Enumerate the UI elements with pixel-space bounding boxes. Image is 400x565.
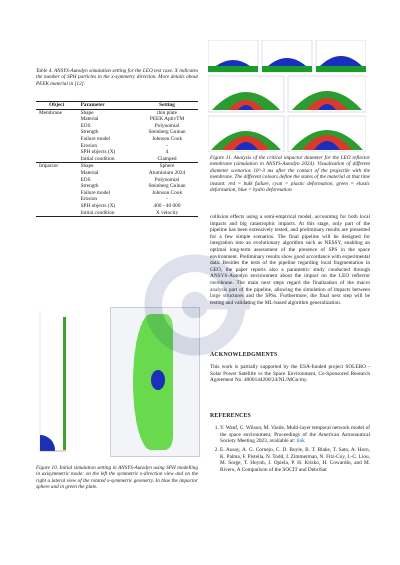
object-cell — [36, 177, 78, 184]
references-list — [210, 425, 370, 476]
table-row — [36, 116, 198, 123]
parameter-cell: Erosion — [80, 142, 98, 149]
panel-4 — [208, 76, 284, 112]
panel-7 — [288, 116, 366, 152]
header-object: Object — [36, 102, 78, 110]
parameter-cell: Material — [80, 116, 99, 123]
panel-5 — [288, 76, 366, 112]
setting-cell: - — [166, 142, 168, 149]
table-row — [36, 136, 198, 143]
table-row — [36, 210, 198, 217]
parameter-cell: Failure model — [80, 135, 111, 142]
object-cell — [36, 136, 78, 143]
panel-1 — [208, 40, 258, 72]
table-row — [36, 170, 198, 177]
reference-item-1 — [220, 425, 370, 445]
table-row — [36, 177, 198, 184]
object-cell — [36, 123, 78, 130]
table-row — [36, 203, 198, 210]
figure11-image — [208, 40, 366, 152]
setting-cell: Johnson Cook — [151, 135, 183, 142]
parameter-cell: SPH objects (X) — [80, 149, 116, 156]
settings-table — [36, 101, 198, 217]
setting-cell: - — [166, 196, 168, 203]
table-row — [36, 163, 198, 170]
reference-1-text: Y. Wanf, C. Wilson, M. Vasile, Multi-layer temporal network model of the space environment, Proceedings of the American Astronautical Society Meeting 2023, available at: — [220, 425, 370, 445]
panel-2 — [262, 40, 312, 72]
figure10-image — [36, 307, 198, 455]
parameter-cell: Strength — [80, 183, 99, 190]
object-cell — [36, 129, 78, 136]
parameter-cell: Strength — [80, 129, 99, 136]
figure10-left-panel — [36, 307, 108, 455]
figure10-caption: Figure 10. Initial simulation setting in ANSYS-Autodyn using SPH modelling in axisymmetric mode: on the left the symmetric x-direction view and on the right a lateral view of the rotated x-symmetric geometry. In blue the impactor sphere and in green the plate. — [36, 465, 198, 491]
table-row — [36, 190, 198, 197]
setting-cell: Polynomial — [154, 176, 180, 183]
object-cell — [36, 203, 78, 210]
table-header-row — [36, 102, 198, 110]
parameter-cell: Shape — [78, 109, 136, 116]
table-row — [36, 109, 198, 116]
table4-caption: Table 4. ANSYS-Autodyn simulation setting for the LEO test case. X indicates the number of SPH particles in the x-symmetry direction. More details about PEEK material in [12]. — [36, 68, 198, 87]
parameter-cell: EOS — [80, 176, 91, 183]
membrane-plate — [63, 317, 66, 450]
parameter-cell: Initial condition — [80, 155, 115, 162]
setting-cell: Steinberg Guinan — [148, 183, 186, 190]
object-cell: Membrane — [36, 109, 78, 116]
table-row — [36, 129, 198, 136]
object-cell — [36, 149, 78, 156]
object-cell — [36, 170, 78, 177]
parameter-cell: Material — [80, 169, 99, 176]
setting-cell: Clamped — [157, 155, 177, 162]
object-cell — [36, 183, 78, 190]
figure11-caption: Figure 11. Analysis of the critical impactor diameter for the LEO reflector membrane (simulation in ANSYS-Autodyn 2024). Visualization of different diameter scenarios 10^-3 ms after the contact of the projectile with the membrane. The different colours define the states of the material at that time instant: red = bulk failure, cyan = plastic deformation, green = elastic deformation, blue = hydro deformation. — [210, 155, 370, 194]
panel-3 — [316, 40, 366, 72]
acknowledgments-text: This work is partially supported by the ESA-funded project SOLERO - Solar Power Satellite vs the Space Environment, Co-Sponsored Research Agreement No. 4000144200/24/NL/MGu/my. — [210, 364, 370, 384]
rotated-impactor — [151, 370, 165, 390]
parameter-cell: EOS — [80, 122, 91, 129]
table-row — [36, 143, 198, 150]
setting-cell: 4 — [165, 149, 169, 156]
acknowledgments-heading: ACKNOWLEDGMENTS — [210, 352, 278, 358]
table-row — [36, 183, 198, 190]
table-row — [36, 149, 198, 156]
table-row — [36, 156, 198, 163]
panel-6 — [208, 116, 284, 152]
object-cell — [36, 196, 78, 203]
figure11-panels — [208, 40, 366, 152]
parameter-cell: Initial condition — [78, 210, 136, 217]
setting-cell: Steinberg Guinan — [148, 129, 186, 136]
header-setting: Setting — [136, 102, 198, 110]
body-paragraph: collision effects using a semi-empirical model, accounting for both local impacts and big catastrophic impacts. At this stage, only part of the pipeline has been extensively tested, and preliminary results are presented for a few simple scenarios. The final pipeline will be designed for integration into an evolutionary algorithm such as NESSY, enabling an optimal long-term assessment of the presence of SPS in the space environment. Preliminary results show good accordance with experimental data. Besides the tests of the pipeline regarding local fragmentation in GEO, the paper reports also a parametric study conducted through ANSYS-Autodyn environment about the impact on the LEO reflector membrane. The main next steps regard the finalization of the macro analysis part of the pipeline, allowing the simulation of impacts between large structures and the SPSs. Furthermore, the final next step will be testing and validating the ML-based algorithm generalization. — [210, 214, 370, 306]
table-row — [36, 196, 198, 203]
setting-cell: Sphere — [136, 163, 198, 170]
parameter-cell: SPH objects (X) — [80, 202, 116, 209]
object-cell: Impactor — [36, 163, 78, 170]
object-cell — [36, 210, 78, 217]
object-cell — [36, 190, 78, 197]
setting-cell: Aluminium 2024 — [148, 169, 186, 176]
parameter-cell: Failure model — [80, 189, 111, 196]
parameter-cell: Erosion — [80, 196, 98, 203]
references-heading: REFERENCES — [210, 413, 251, 419]
parameter-cell: Shape — [78, 163, 136, 170]
setting-cell: Polynomial — [154, 122, 180, 129]
reference-1-link[interactable]: link — [296, 438, 305, 445]
setting-cell: Johnson Cook — [151, 189, 183, 196]
object-cell — [36, 143, 78, 150]
setting-cell: X velocity — [136, 210, 198, 217]
object-cell — [36, 116, 78, 123]
header-parameter: Parameter — [78, 102, 136, 110]
figure10-right-panel — [110, 307, 200, 457]
reference-item-2 — [220, 447, 370, 473]
setting-cell: 400 - 40 000 — [153, 202, 181, 209]
object-cell — [36, 156, 78, 163]
table-row — [36, 123, 198, 130]
setting-cell: PEEK AptivTM — [149, 116, 185, 123]
setting-cell: thin plate — [136, 109, 198, 116]
reference-2-text: E. Ausay, A. G. Cornejo, C. D. Boyle, B. T. Blake, T. Sato, A. Horn, K. Palma, F. Pistella, N. Todd, J. Zimmerman, N. Fitz-Coy, J.-C. Liou, M. Sorge, T. Huynh, J. Opiela, P. H. Krisko, H. Cowardin, and M. Rivero, A Comparison of the SOCIT and DebriSat — [220, 447, 370, 474]
